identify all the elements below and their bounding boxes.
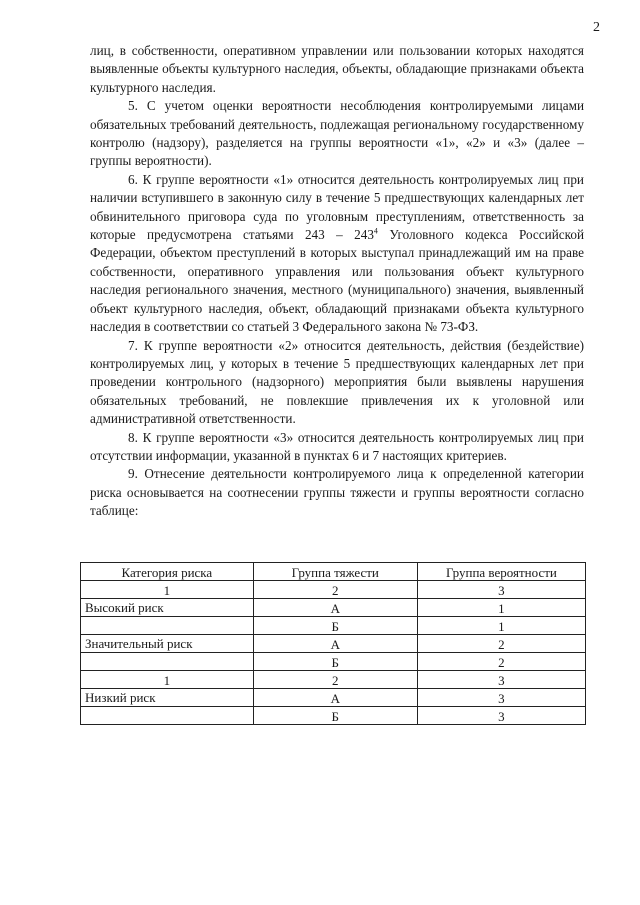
table-cell <box>81 617 254 635</box>
table-cell: Б <box>253 653 417 671</box>
paragraph-6-superscript: 4 <box>373 226 378 236</box>
table-cell: 1 <box>417 617 585 635</box>
table-cell: 1 <box>81 581 254 599</box>
header-probability-group: Группа вероятности <box>417 563 585 581</box>
paragraph-6-text-start: 6. К группе вероятности «1» относится деятельность контролируемых лиц при наличии вступившего в законную силу в течение 5 предшествующих календарных лет обвинительного приговора суда по уголовным преступлениям, ответственность за которые предусмотрена статьями 243 – 243 <box>90 171 584 243</box>
table-row <box>81 635 586 653</box>
page-number: 2 <box>593 20 600 35</box>
paragraph-8: 8. К группе вероятности «3» относится деятельность контролируемых лиц при отсутствии информации, указанной в пунктах 6 и 7 настоящих критериев. <box>90 429 584 463</box>
table-row <box>81 599 586 617</box>
table-cell: А <box>253 635 417 653</box>
table-cell: 3 <box>417 671 585 689</box>
paragraph-continuation: лиц, в собственности, оперативном управлении или пользовании которых находятся выявленные объекты культурного наследия, объекты, обладающие признаками объекта культурного наследия. <box>90 43 584 95</box>
table-row <box>81 617 586 635</box>
paragraph-9: 9. Отнесение деятельности контролируемого лица к определенной категории риска основывается на соотнесении группы тяжести и группы вероятности согласно таблице: <box>90 466 584 519</box>
table-cell: Б <box>253 707 417 725</box>
paragraph-6-text-end: Уголовного кодекса Российской Федерации, объектом преступлений в которых выступал принадлежащий им на праве собственности, оперативного управления или пользования объект культурного наследия регионального значения, местного (муниципального) значения, выявленный объект культурного наследия, объект, обладающий признаками объекта культурного наследия в соответствии со статьей 3 Федерального закона № 73-ФЗ. <box>90 227 584 335</box>
table-cell <box>81 707 254 725</box>
table-cell: 3 <box>417 689 585 707</box>
table-cell: 3 <box>417 707 585 725</box>
table-cell: Низкий риск <box>81 689 254 707</box>
table-row <box>81 653 586 671</box>
header-risk-category: Категория риска <box>81 563 254 581</box>
table-cell: 2 <box>253 581 417 599</box>
table-cell: А <box>253 689 417 707</box>
table-cell: А <box>253 599 417 617</box>
table-header-row <box>81 563 586 581</box>
table-row <box>81 581 586 599</box>
document-body <box>90 42 584 521</box>
table-cell: 1 <box>417 599 585 617</box>
table-cell: Б <box>253 617 417 635</box>
paragraph-7: 7. К группе вероятности «2» относится деятельность, действия (бездействие) контролируемых лиц, у которых в течение 5 предшествующих календарных лет при проведении контрольного (надзорного) мероприятия были выявлены нарушения обязательных требований, не повлекшие привлечения их к уголовной или административной ответственности. <box>90 337 584 427</box>
paragraph-6 <box>90 171 584 337</box>
table-row <box>81 689 586 707</box>
table-cell: 2 <box>417 653 585 671</box>
table-cell: 2 <box>417 635 585 653</box>
table-cell: 2 <box>253 671 417 689</box>
table-cell: Значительный риск <box>81 635 254 653</box>
paragraph-5: 5. С учетом оценки вероятности несоблюдения контролируемыми лицами обязательных требований деятельность, подлежащая региональному государственному контролю (надзору), разделяется на группы вероятности «1», «2» и «3» (далее – группы вероятности). <box>90 98 584 169</box>
table-row <box>81 707 586 725</box>
risk-category-table <box>80 562 586 725</box>
table-cell: Высокий риск <box>81 599 254 617</box>
header-severity-group: Группа тяжести <box>253 563 417 581</box>
table-cell: 1 <box>81 671 254 689</box>
table-cell: 3 <box>417 581 585 599</box>
table-row <box>81 671 586 689</box>
table-cell <box>81 653 254 671</box>
